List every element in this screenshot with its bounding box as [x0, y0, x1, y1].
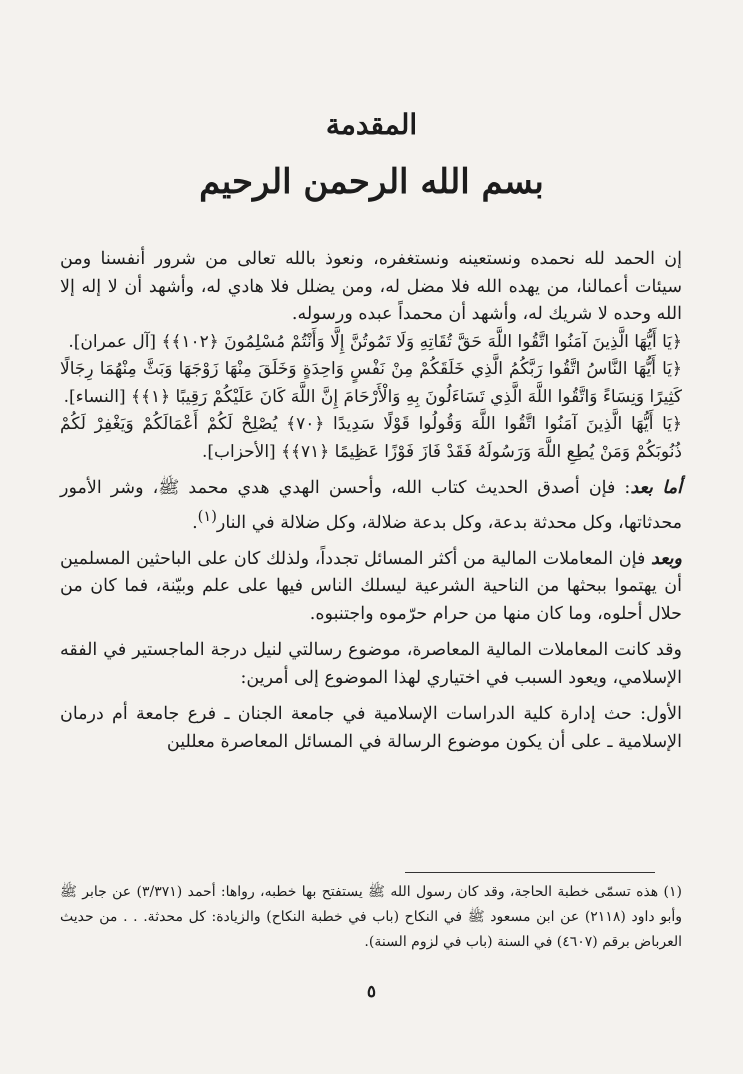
page-title: المقدمة	[325, 108, 418, 141]
amma-bad-lead: أما بعد	[630, 478, 682, 498]
page-number: ٥	[366, 982, 377, 1002]
amma-bad-text: : فإن أصدق الحديث كتاب الله، وأحسن الهدي هدي محمد ﷺ، وشر الأمور محدثاتها، وكل محدثة بدعة، وكل بدعة ضلالة، وكل ضلالة في النار	[60, 478, 682, 533]
basmala: بسم الله الرحمن الرحيم	[199, 162, 544, 202]
quran-verse-al-ahzab: ﴿يَا أَيُّهَا الَّذِينَ آمَنُوا اتَّقُوا اللَّهَ وَقُولُوا قَوْلًا سَدِيدًا ﴿٧٠﴾ يُصْلِحْ لَكُمْ أَعْمَالَكُمْ وَيَغْفِرْ لَكُمْ ذُنُوبَكُمْ وَمَنْ يُطِعِ اللَّهَ وَرَسُولَهُ فَقَدْ فَازَ فَوْزًا عَظِيمًا ﴿٧١﴾﴾ [الأحزاب].	[60, 414, 682, 462]
paragraph-amma-bad	[60, 475, 682, 537]
footnote-divider	[405, 872, 655, 873]
paragraph-intro	[60, 546, 682, 629]
paragraph-first-reason: الأول: حث إدارة كلية الدراسات الإسلامية في جامعة الجنان ـ فرع جامعة أم درمان الإسلامية ـ على أن يكون موضوع الرسالة في المسائل المعاصرة معللين	[60, 704, 682, 752]
paragraph-opening: إن الحمد لله نحمده ونستعينه ونستغفره، ونعوذ بالله تعالى من شرور أنفسنا ومن سيئات أعمالنا، من يهده الله فلا مضل له، ومن يضلل فلا هادي له، وأشهد أن لا إله إلا الله وحده لا شريك له، وأشهد أن محمداً عبده ورسوله.	[60, 249, 682, 324]
quran-verse-an-nisa: ﴿يَا أَيُّهَا النَّاسُ اتَّقُوا رَبَّكُمُ الَّذِي خَلَقَكُمْ مِنْ نَفْسٍ وَاحِدَةٍ وَخَلَقَ مِنْهَا زَوْجَهَا وَبَثَّ مِنْهُمَا رِجَالًا كَثِيرًا وَنِسَاءً وَاتَّقُوا اللَّهَ الَّذِي تَسَاءَلُونَ بِهِ وَالْأَرْحَامَ إِنَّ اللَّهَ كَانَ عَلَيْكُمْ رَقِيبًا ﴿١﴾﴾ [النساء].	[60, 359, 682, 407]
footnotes	[60, 880, 682, 955]
footnote-ref: (١)	[197, 507, 217, 525]
paragraph-topic: وقد كانت المعاملات المالية المعاصرة، موضوع رسالتي لنيل درجة الماجستير في الفقه الإسلامي، ويعود السبب في اختياري لهذا الموضوع إلى أمرين:	[60, 640, 682, 688]
wa-bad-lead: وبعد	[651, 548, 682, 569]
footnote-1: (١) هذه تسمّى خطبة الحاجة، وقد كان رسول الله ﷺ يستفتح بها خطبه، رواها: أحمد (٣/٣٧١) عن جابر ﷺ وأبو داود (٢١١٨) عن ابن مسعود ﷺ في النكاح (باب في خطبة النكاح) والزيادة: كل محدثة. . . من حديث العرباض برقم (٤٦٠٧) في السنة (باب في لزوم السنة).	[60, 884, 683, 950]
amma-bad-end: .	[192, 512, 198, 533]
main-text	[60, 246, 682, 756]
quran-verse-al-imran: ﴿يَا أَيُّهَا الَّذِينَ آمَنُوا اتَّقُوا اللَّهَ حَقَّ تُقَاتِهِ وَلَا تَمُوتُنَّ إِلَّا وَأَنْتُمْ مُسْلِمُونَ ﴿١٠٢﴾﴾ [آل عمران].	[68, 331, 682, 352]
intro-text: فإن المعاملات المالية من أكثر المسائل تجدداً، ولذلك كان على الباحثين المسلمين أن يهتموا ببحثها من الناحية الشرعية ليسلك الناس فيها على علم وبيّنة، فما كان من حلال أحلوه، وما كان منها من حرام حرّموه واجتنبوه.	[60, 548, 682, 624]
